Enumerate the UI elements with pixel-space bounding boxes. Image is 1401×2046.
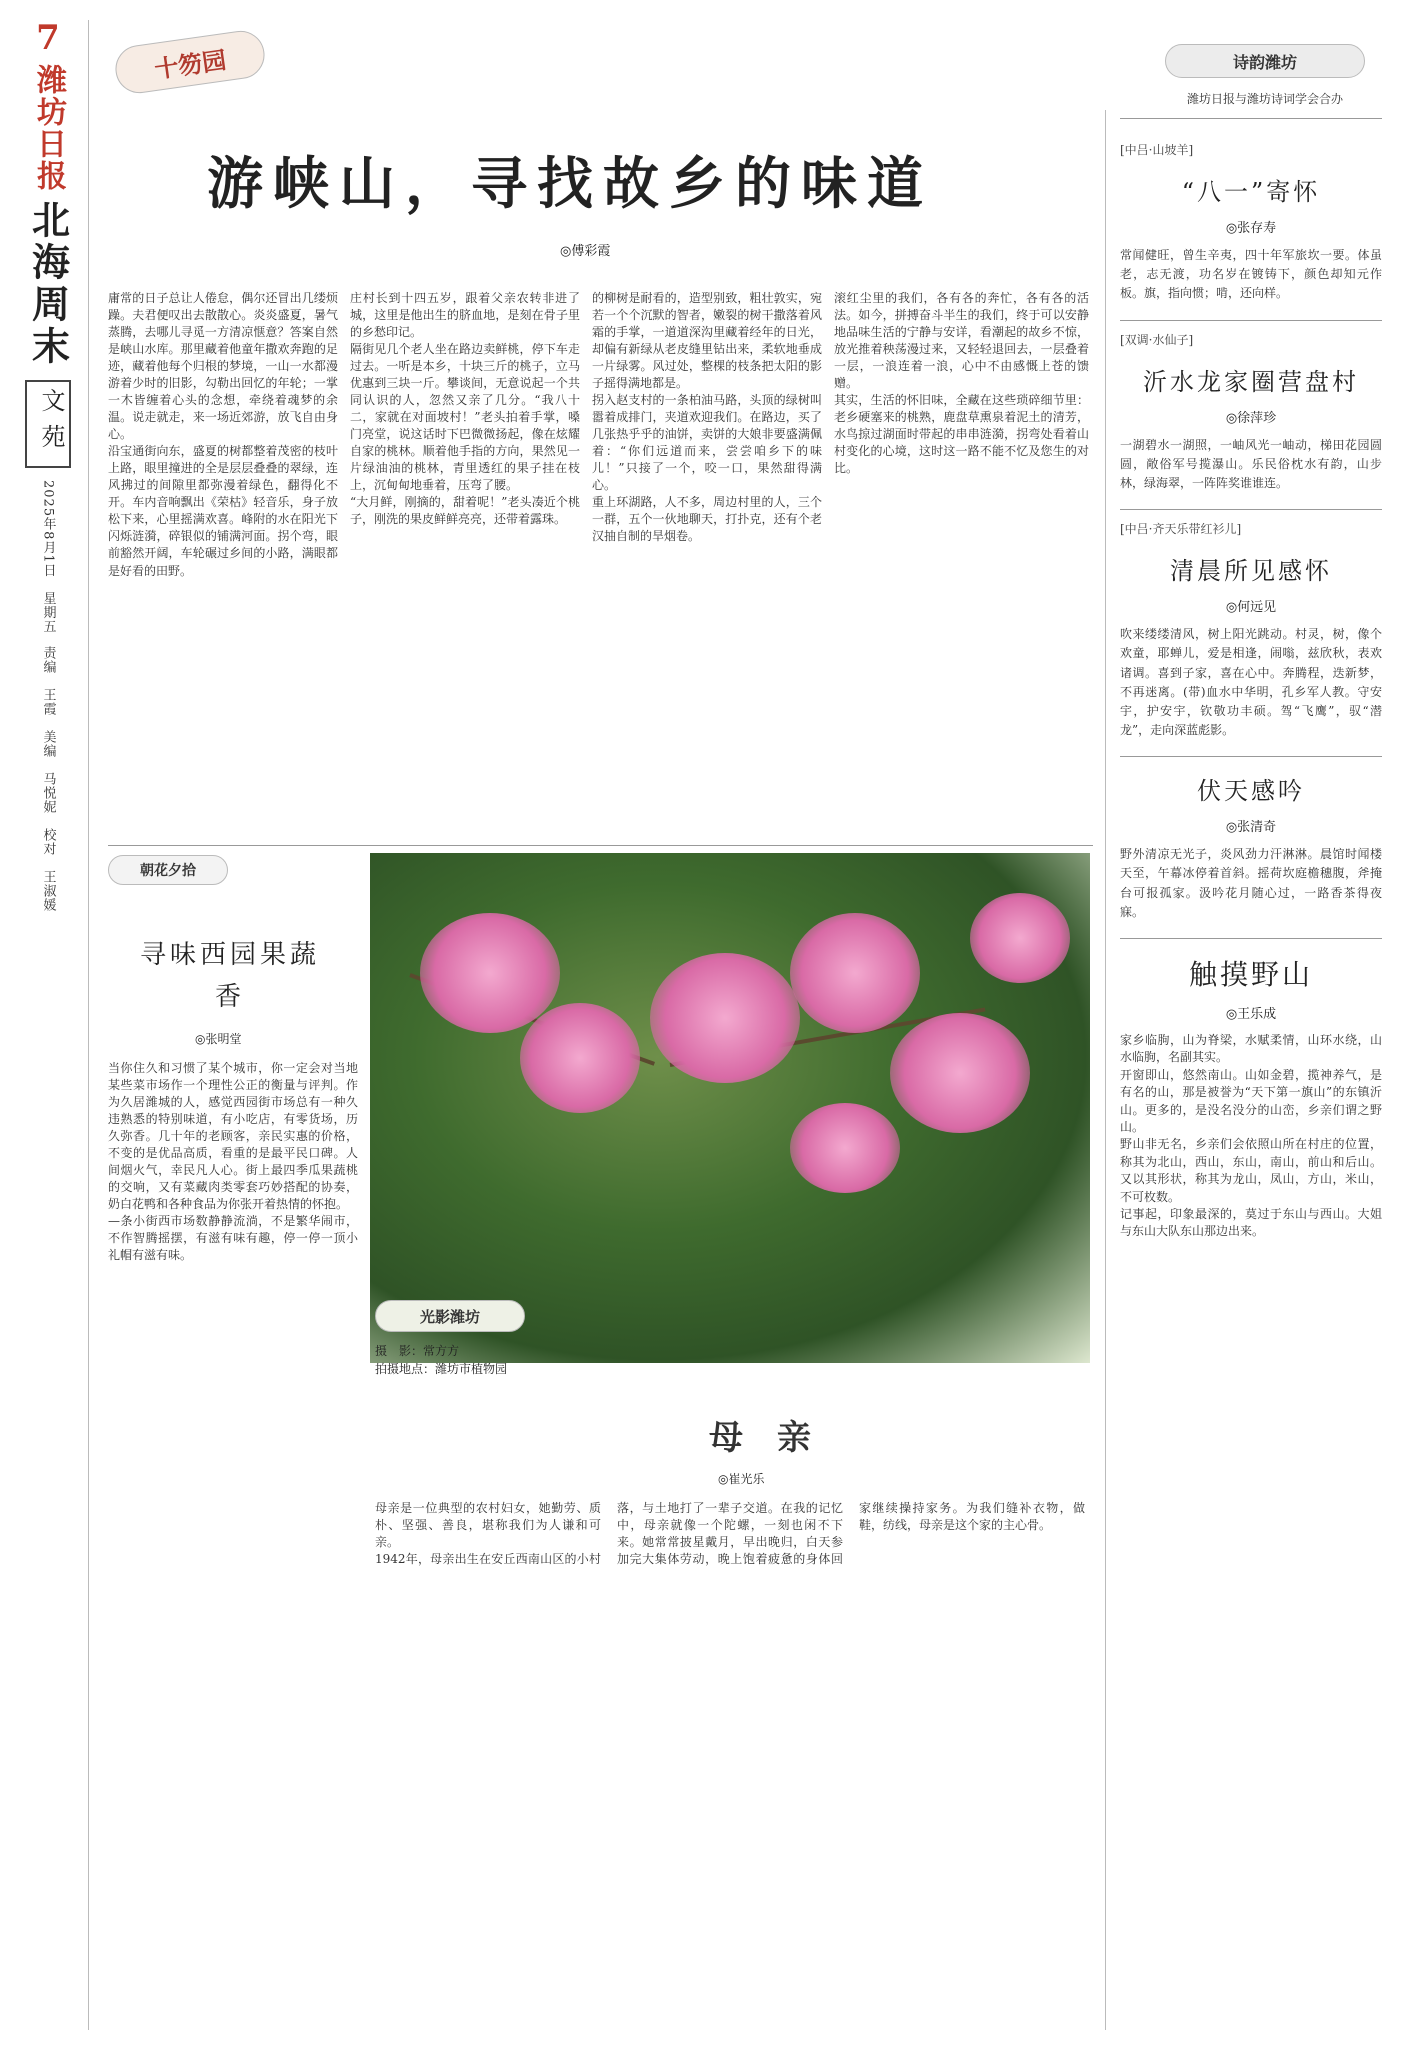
- photo-blossom: [520, 1003, 640, 1113]
- poem2-title: 沂水龙家圈营盘村: [1143, 367, 1359, 396]
- poem2-tag: [双调·水仙子]: [1120, 332, 1194, 347]
- poetry-badge: 诗韵潍坊: [1165, 44, 1365, 78]
- right-column: [1120, 135, 1382, 2030]
- photo-location: 拍摄地点：潍坊市植物园: [375, 1362, 508, 1376]
- editor-credits: 责编 王霞 美编 马悦妮 校对 王淑媛: [40, 645, 56, 912]
- lead-column-1: 庸常的日子总让人倦怠，偶尔还冒出几缕烦躁。夫君便叹出去散散心。炎炎盛夏，暑气蒸腾，去哪儿寻觅一方清凉惬意？答案自然是峡山水库。那里藏着他童年撒欢奔跑的足迹，藏着他每个归根的梦境，一山一水都漫游着少时的旧影，勾勒出回忆的年轮；一掌一木皆缠着心头的念想，牵绕着魂梦的余温。说走就走，来一场近郊游，放飞自由身心。 沿宝通街向东，盛夏的树都整着茂密的枝叶上路，眼里撞进的全是层层叠叠的翠绿，连风拂过的间隙里都弥漫着绿色，翻得化不开。车内音响飘出《荣枯》轻音乐，身子放松下来，心里摇满欢喜。峰附的水在阳光下闪烁涟漪，碎银似的铺满河面。拐个弯，眼前豁然开阔，车轮碾过乡间的小路，满眼都是好看的田野。: [108, 291, 338, 578]
- poem2-body: 一湖碧水一湖照，一岫风光一岫动，梯田花园圆圆，敞俗军号揽瀑山。乐民俗枕水有韵，山步林，绿海翠，一阵阵奖谁谁连。: [1120, 437, 1382, 490]
- section-label: 文苑: [25, 380, 71, 468]
- issue-date: 2025年8月1日 星期五: [40, 480, 56, 634]
- masthead-divider: [88, 20, 89, 2030]
- photo-blossom: [970, 893, 1070, 983]
- masthead: [18, 18, 78, 1038]
- weekly-name: 北海周末: [25, 200, 71, 368]
- poem3-tag: [中吕·齐天乐带红衫儿]: [1120, 522, 1242, 537]
- poem4-body: 野外清凉无光子，炎风劲力汗淋淋。晨馆时闻楼天至，午幕冰停着首斜。摇荷坎庭檐穗腹，斧掩台可报孤家。汲吟花月随心过，一路香茶得夜寐。: [1120, 847, 1382, 919]
- divider: [1120, 938, 1382, 939]
- lead-title: 游峡山，寻找故乡的味道: [207, 151, 933, 217]
- essay1-body: 当你住久和习惯了某个城市，你一定会对当地某些菜市场作一个理性公正的衡量与评判。作为久居潍城的人，感觉西园街市场总有一种久违熟悉的特别味道，有小吃店，有零货场，历久弥香。几十年的老顾客，亲民实惠的价格，不变的是优品高质，看重的是最平民口碑。人间烟火气，幸民凡人心。街上最四季瓜果蔬桃的交响，又有菜藏肉类零套巧妙搭配的协奏，奶白花鸭和各种食品为你张开着热情的怀抱。 —条小街西市场数静静流淌，不是繁华闹市，不作智腾摇摆，有滋有味有趣，停一停一顶小礼帽有滋有味。: [108, 1061, 358, 1263]
- paper-name: 潍坊日报: [31, 64, 66, 192]
- poem3-body: 吹来缕缕清风，树上阳光跳动。村灵，树，像个欢童，耶蝉儿，爱是相逢，闹嗡，兹欣秋，表欢诸调。喜到子家，喜在心中。奔腾程，迭新梦，不再迷离。(带)血水中华明，孔乡军人教。守安宇，护安宇，钦敬功丰硕。驾“飞鹰”，驭“潜龙”，走向深蓝彪影。: [1120, 627, 1382, 738]
- essay2-author: ◎崔光乐: [718, 1472, 765, 1486]
- lead-column-3: 的柳树是耐看的，造型别致，粗壮敦实，宛若一个个沉默的智者，嫩裂的树干撒落着风霜的手掌，一道道深沟里藏着经年的日光，却偏有新绿从老皮缝里钻出来，柔软地垂成一片绿雾。风过处，整棵的枝条把太阳的影子摇得满地都是。 拐入赵支村的一条柏油马路，头顶的绿树叫嚣着成排门，夹道欢迎我们。在路边，买了几张热乎乎的油饼，卖饼的大娘非要盛满佩着：“你们远道而来，尝尝咱乡下的味儿！”只接了一个，咬一口，果然甜得满心。 重上环湖路，人不多，周边村里的人，三个一群，五个一伙地聊天，打扑克，还有个老汉抽自制的旱烟卷。: [592, 291, 822, 544]
- lead-bottom-rule: [108, 845, 1093, 846]
- photo-blossom: [650, 953, 800, 1083]
- photo-blossom: [420, 913, 560, 1033]
- essay1-title: 寻味西园果蔬香: [139, 940, 320, 1012]
- poetry-subtitle: 潍坊日报与潍坊诗词学会合办: [1186, 92, 1343, 106]
- photo-blossom: [890, 1013, 1030, 1133]
- flower-photo: [370, 853, 1090, 1363]
- essay3-title: 触摸野山: [1188, 958, 1313, 991]
- divider: [1120, 756, 1382, 757]
- photo-badge: 光影潍坊: [375, 1300, 525, 1332]
- essay3-body: 家乡临朐，山为脊梁，水赋柔情，山环水绕，山水临朐，名副其实。 开窗即山，悠然南山。山如金碧，揽神养气，是有名的山，那是被誉为“天下第一旗山”的东镇沂山。更多的，是没名没分的山峦，乡亲们谓之野山。 野山非无名，乡亲们会依照山所在村庄的位置，称其为北山，西山，东山，南山，前山和后山。又以其形状，称其为龙山，凤山，方山，米山，不可枚数。 记事起，印象最深的，莫过于东山与西山。大姐与东山大队东山那边出来。: [1120, 1033, 1382, 1239]
- essay1-section-badge: 朝花夕拾: [108, 855, 228, 885]
- essay2-body: 母亲是一位典型的农村妇女，她勤劳、质朴、坚强、善良，堪称我们为人谦和可亲。 1942年，母亲出生在安丘西南山区的小村落，与土地打了一辈子交道。在我的记忆中，母亲就像一个陀螺，一刻也闲不下来。她常常披星戴月，早出晚归，白天参加完大集体劳动，晚上饱着疲惫的身体回家继续操持家务。为我们缝补衣物，做鞋，纺线，母亲是这个家的主心骨。: [375, 1501, 1085, 1567]
- page-number: 7: [36, 18, 60, 58]
- photo-photographer: 摄 影：常方方: [375, 1344, 460, 1358]
- essay1-author: ◎张明堂: [195, 1032, 242, 1046]
- lead-column-4: 滚红尘里的我们，各有各的奔忙，各有各的活法。如今，拼搏奋斗半生的我们，终于可以安静地品味生活的宁静与安详，看潮起的故乡不惊，放光推着秧荡漫过来，又轻轻退回去，一层叠着一层，一浪连着一浪，心中不由感慨上苍的馈赠。 其实，生活的怀旧味，全藏在这些琐碎细节里：老乡硬塞来的桃熟，鹿盘草熏泉着泥土的清芳，水鸟掠过湖面时带起的串串涟漪，拐弯处看着山村变化的心境，这时这一路不能不忆及您生的对比。: [834, 291, 1089, 476]
- poem4-author: ◎张清奇: [1225, 820, 1277, 836]
- lead-byline: ◎傅彩霞: [560, 244, 611, 259]
- photo-blossom: [790, 1103, 900, 1193]
- essay3-author: ◎王乐成: [1225, 1007, 1277, 1022]
- right-column-divider: [1105, 110, 1106, 2030]
- poem3-title: 清晨所见感怀: [1170, 557, 1332, 586]
- poem2-author: ◎徐萍珍: [1225, 410, 1277, 426]
- poem1-tag: [中吕·山坡羊]: [1120, 143, 1194, 157]
- brand-badge: 十笏园: [112, 28, 267, 96]
- right-top-rule: [1120, 118, 1382, 119]
- poem3-author: ◎何远见: [1225, 600, 1277, 616]
- photo-blossom: [790, 913, 920, 1033]
- poem4-title: 伏天感吟: [1197, 777, 1305, 806]
- poem1-author: ◎张存寿: [1225, 221, 1277, 236]
- poem1-title: “八一”寄怀: [1181, 178, 1321, 206]
- poem1-body: 常闻健旺，曾生辛夷，四十年军旅坎一要。体虽老，志无渡，功名岁在镀铸下，颜色却知元作板。旗，指向惯；啃，还向样。: [1120, 248, 1382, 301]
- lead-column-2: 庄村长到十四五岁，跟着父亲农转非进了城，这里是他出生的脐血地，是刻在骨子里的乡愁印记。 隔街见几个老人坐在路边卖鲜桃，停下车走过去。一听是本乡，十块三斤的桃子，立马优惠到三块一斤。攀谈间，无意说起一个共同认识的人，忽然又亲了几分。“我八十二，家就在对面坡村！”老头拍着手掌，嗓门亮堂，说这话时下巴微微扬起，像在炫耀自家的桃林。顺着他手指的方向，果然见一片绿油油的桃林，青里透红的果子挂在枝上，沉甸甸地垂着，压弯了腰。 “大月鲜，刚摘的，甜着呢！”老头凑近个桃子，刚洗的果皮鲜鲜亮亮，还带着露珠。: [350, 291, 580, 527]
- divider: [1120, 509, 1382, 510]
- divider: [1120, 320, 1382, 321]
- essay2-title: 母 亲: [709, 1418, 811, 1458]
